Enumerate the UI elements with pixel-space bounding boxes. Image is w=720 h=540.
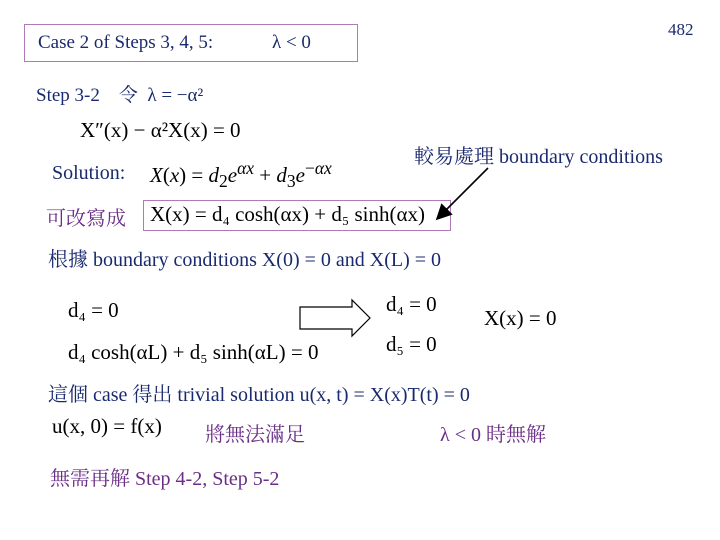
bc-left-top: d₄ = 0 [68, 298, 119, 322]
lambda-relation: λ = −α² [147, 85, 204, 106]
ode-equation: X″(x) − α²X(x) = 0 [80, 118, 241, 142]
bc-result: X(x) = 0 [484, 306, 557, 330]
hyperbolic-solution-equation: X(x) = d₄ cosh(αx) + d₅ sinh(αx) [150, 202, 425, 226]
block-arrow-icon [300, 300, 370, 336]
note-pointer-arrow [438, 168, 488, 218]
page-number: 482 [668, 20, 694, 39]
no-solution-text: λ < 0 時無解 [440, 424, 546, 446]
lambda-condition: λ < 0 [272, 32, 311, 53]
bc-right-top: d₄ = 0 [386, 292, 437, 316]
bc-left-bottom: d₄ cosh(αL) + d₅ sinh(αL) = 0 [68, 340, 319, 364]
no-need-text: 無需再解 Step 4-2, Step 5-2 [50, 468, 280, 490]
initial-condition-equation: u(x, 0) = f(x) [52, 414, 162, 438]
solution-label: Solution: [52, 162, 126, 184]
let-char: 令 [118, 85, 138, 106]
rewrite-label: 可改寫成 [46, 208, 126, 230]
exp-solution-equation: $X(x) = d_2e^{\alpha x} + d_3e^{-\alpha x}$ [150, 158, 332, 192]
step-label: Step 3-2 [36, 85, 100, 106]
case-title: Case 2 of Steps 3, 4, 5: [38, 32, 214, 53]
cannot-satisfy-text: 將無法滿足 [205, 424, 305, 446]
boundary-conditions-line: 根據 boundary conditions X(0) = 0 and X(L) = 0 [48, 249, 442, 271]
boundary-note: 較易處理 boundary conditions [414, 146, 663, 168]
trivial-solution-line: 這個 case 得出 trivial solution u(x, t) = X(x)T(t) = 0 [48, 384, 470, 406]
bc-right-bottom: d₅ = 0 [386, 332, 437, 356]
